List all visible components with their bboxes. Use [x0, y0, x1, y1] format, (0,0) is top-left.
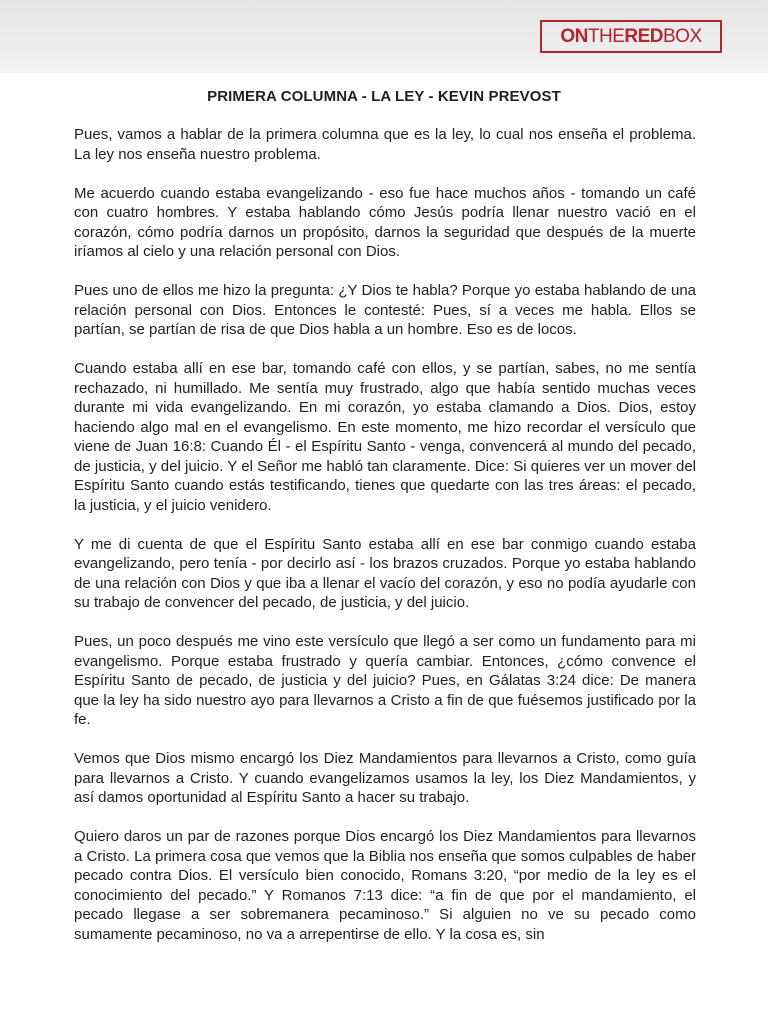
logo-part-the: THE — [587, 25, 625, 47]
paragraph-6: Pues, un poco después me vino este versículo que llegó a ser como un fundamento para mi evangelismo. Porque estaba frustrado y quería cambiar. Entonces, ¿cómo convence el Espíritu Santo de pecado, de justicia y del juicio? Pues, en Gálatas 3:24 dice: De manera que la ley ha sido nuestro ayo para llevarnos a Cristo a fin de que fuésemos justificado por la fe. — [74, 633, 696, 728]
ontheredbox-logo[interactable] — [540, 20, 722, 53]
logo-part-on: ON — [560, 25, 588, 47]
paragraph-8: Quiero daros un par de razones porque Dios encargó los Diez Mandamientos para llevarnos a Cristo. La primera cosa que vemos que la Biblia nos enseña que somos culpables de haber pecado contra Dios. El versículo bien conocido, Romans 3:20, “por medio de la ley es el conocimiento del pecado.” Y Romanos 7:13 dice: “a fin de que por el mandamiento, el pecado llegase a ser sobremanera pecaminoso.” Si alguien no ve su pecado como sumamente pecaminoso, no va a arrepentirse de ello. Y la cosa es, sin — [74, 828, 696, 943]
paragraph-2: Me acuerdo cuando estaba evangelizando - eso fue hace muchos años - tomando un café con cuatro hombres. Y estaba hablando cómo Jesús podría llenar nuestro vació en el corazón, cómo podría darnos un propósito, darnos la seguridad que después de la muerte iríamos al cielo y una relación personal con Dios. — [74, 184, 696, 260]
logo-part-red: RED — [624, 25, 663, 47]
paragraph-1: Pues, vamos a hablar de la primera columna que es la ley, lo cual nos enseña el problema. La ley nos enseña nuestro problema. — [74, 126, 696, 163]
document-title: PRIMERA COLUMNA - LA LEY - KEVIN PREVOST — [207, 88, 561, 105]
paragraph-3: Pues uno de ellos me hizo la pregunta: ¿Y Dios te habla? Porque yo estaba hablando de una relación personal con Dios. Entonces le contesté: Pues, sí a veces me habla. Ellos se partían, se partían de risa de que Dios habla a un hombre. Eso es de locos. — [74, 282, 696, 338]
header-band — [0, 0, 768, 73]
paragraph-5: Y me di cuenta de que el Espíritu Santo estaba allí en ese bar conmigo cuando estaba evangelizando, pero tenía - por decirlo así - los brazos cruzados. Porque yo estaba hablando de una relación con Dios y que iba a llenar el vacío del corazón, y eso no podía ayudarle con su trabajo de convencer del pecado, de justicia, y del juicio. — [74, 535, 696, 611]
logo-part-box: BOX — [663, 25, 702, 47]
paragraph-4: Cuando estaba allí en ese bar, tomando café con ellos, y se partían, sabes, no me sentía rechazado, ni humillado. Me sentía muy frustrado, algo que había sentido muchas veces durante mi vida evangelizando. En mi corazón, yo estaba clamando a Dios. Dios, estoy haciendo algo mal en el evangelismo. En este momento, me hizo recordar el versículo que viene de Juan 16:8: Cuando Él - el Espíritu Santo - venga, convencerá al mundo del pecado, de justicia, y del juicio. Y el Señor me habló tan claramente. Dice: Si quieres ver un mover del Espíritu Santo cuando estás testificando, tienes que quedarte con las tres áreas: el pecado, la justicia, y el juicio venidero. — [74, 360, 696, 514]
paragraph-7: Vemos que Dios mismo encargó los Diez Mandamientos para llevarnos a Cristo, como guía para llevarnos a Cristo. Y cuando evangelizamos usamos la ley, los Diez Mandamientos, y así damos oportunidad al Espíritu Santo a hacer su trabajo. — [74, 750, 696, 806]
document-body — [74, 125, 696, 964]
